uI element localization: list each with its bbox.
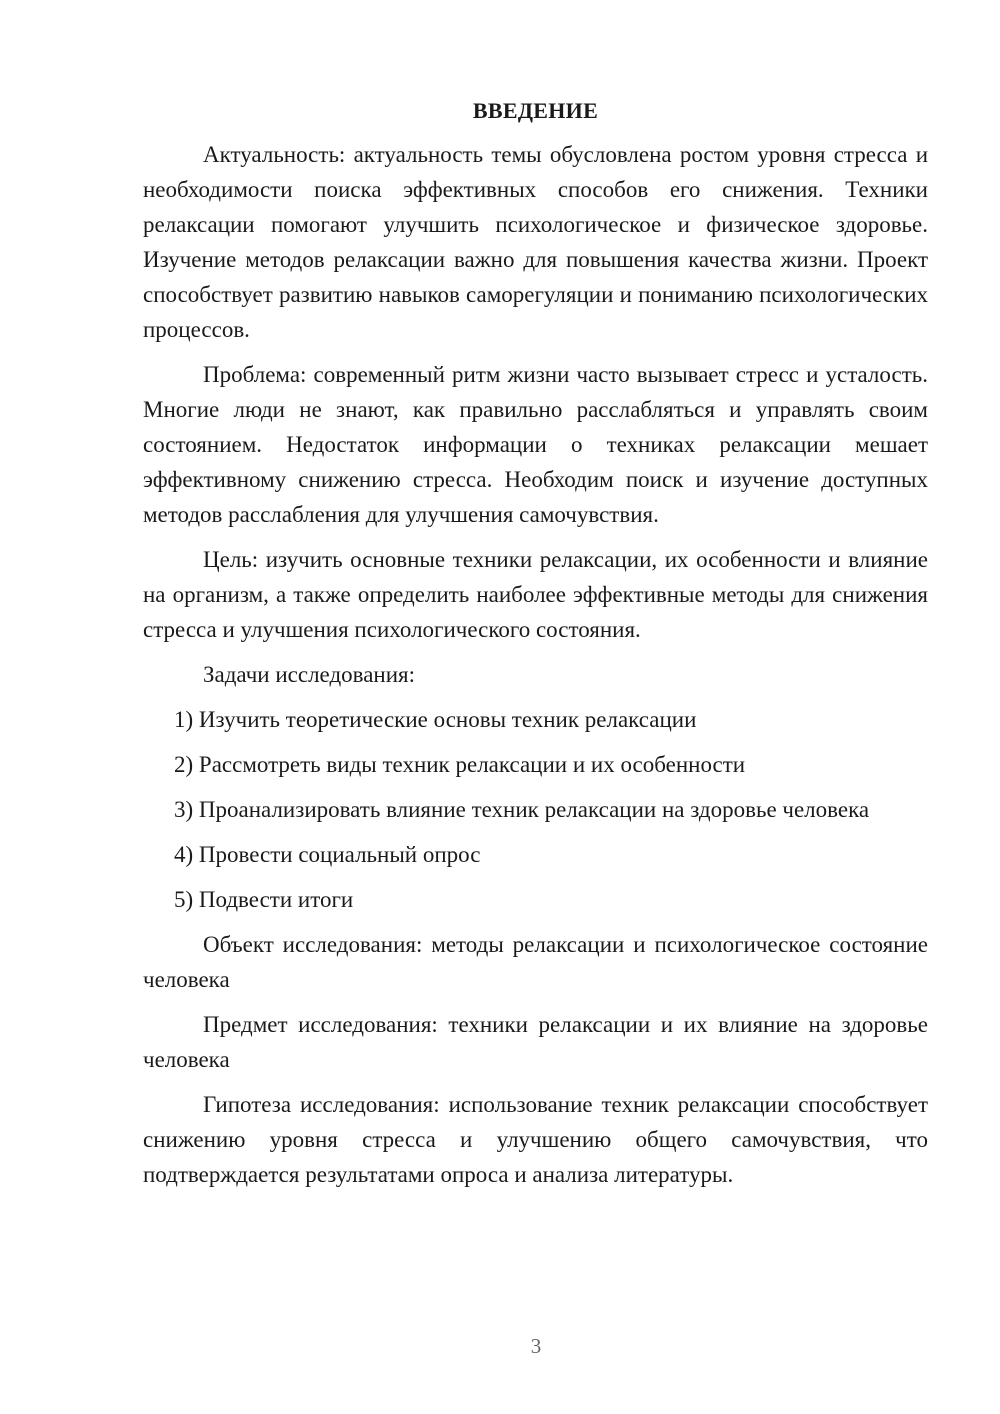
paragraph-problem: Проблема: современный ритм жизни часто вызывает стресс и усталость. Многие люди не знают, как правильно расслабляться и управлять своим состоянием. Недостаток информации о техниках релаксации мешает эффективному снижению стресса. Необходим поиск и изучение доступных методов расслабления для улучшения самочувствия. xyxy=(143,362,928,527)
tasks-heading: Задачи исследования: xyxy=(203,662,416,687)
task-item: 2) Рассмотреть виды техник релаксации и их особенности xyxy=(174,752,746,777)
paragraph-goal: Цель: изучить основные техники релаксации, их особенности и влияние на организм, а также определить наиболее эффективные методы для снижения стресса и улучшения психологического состояния. xyxy=(143,547,928,642)
task-item: 1) Изучить теоретические основы техник релаксации xyxy=(174,707,697,732)
task-item: 5) Подвести итоги xyxy=(174,887,354,912)
paragraph-subject: Предмет исследования: техники релаксации и их влияние на здоровье человека xyxy=(143,1012,928,1072)
task-item: 3) Проанализировать влияние техник релаксации на здоровье человека xyxy=(174,797,870,822)
task-item: 4) Провести социальный опрос xyxy=(174,842,481,867)
section-title: ВВЕДЕНИЕ xyxy=(472,98,599,123)
page-content xyxy=(143,95,928,1202)
paragraph-relevance: Актуальность: актуальность темы обусловлена ростом уровня стресса и необходимости поиска эффективных способов его снижения. Техники релаксации помогают улучшить психологическое и физическое здоровье. Изучение методов релаксации важно для повышения качества жизни. Проект способствует развитию навыков саморегуляции и пониманию психологических процессов. xyxy=(143,142,928,342)
paragraph-object: Объект исследования: методы релаксации и психологическое состояние человека xyxy=(143,932,928,992)
paragraph-hypothesis: Гипотеза исследования: использование техник релаксации способствует снижению уровня стресса и улучшению общего самочувствия, что подтверждается результатами опроса и анализа литературы. xyxy=(143,1092,928,1187)
page-number: 3 xyxy=(530,1334,542,1358)
